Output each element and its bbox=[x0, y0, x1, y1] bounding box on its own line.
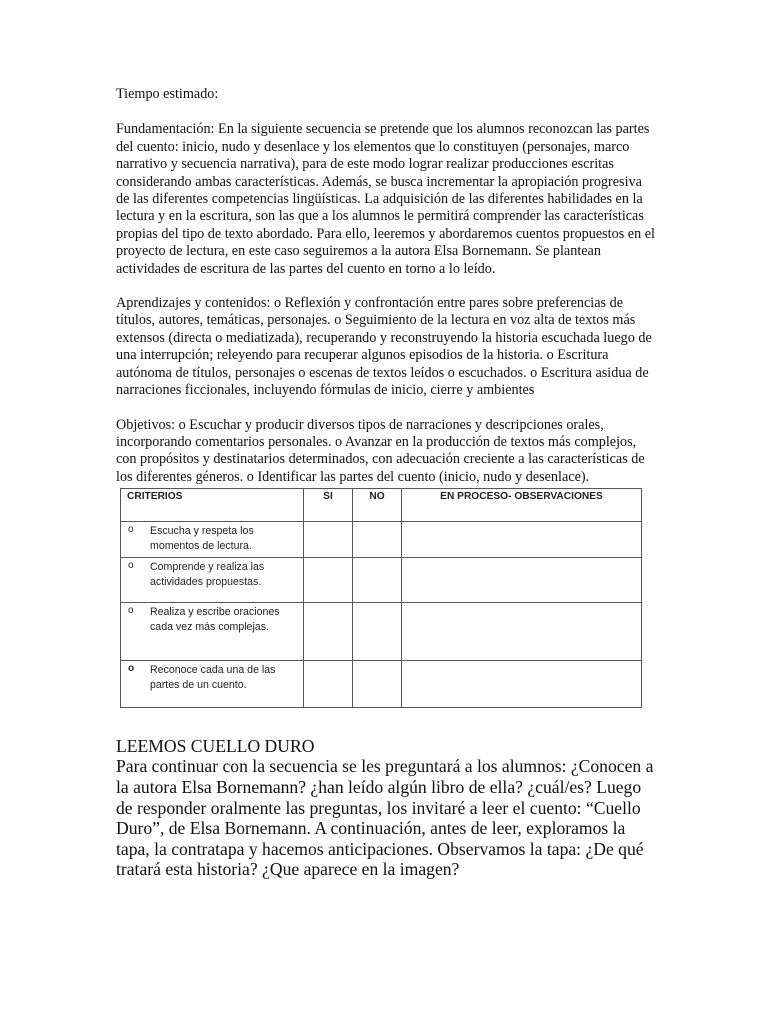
header-si: SI bbox=[304, 489, 353, 522]
observaciones-cell bbox=[402, 602, 642, 660]
bullet-icon: o bbox=[128, 662, 135, 674]
no-cell bbox=[353, 602, 402, 660]
criterio-cell bbox=[121, 557, 304, 602]
leemos-body: Para continuar con la secuencia se les preguntará a los alumnos: ¿Conocen a la autora Elsa Bornemann? ¿han leído algún libro de ella? ¿cuál/es? Luego de responder oralmente las preguntas, los invitaré a leer el cuento: “Cuello Duro”, de Elsa Bornemann. A continuación, antes de leer, exploramos la tapa, la contratapa y hacemos anticipaciones. Observamos la tapa: ¿De qué tratará esta historia? ¿Que aparece en la imagen? bbox=[116, 756, 654, 880]
leemos-section bbox=[116, 736, 656, 880]
fundamentacion-paragraph: Fundamentación: En la siguiente secuencia se pretende que los alumnos reconozcan las partes del cuento: inicio, nudo y desenlace y los elementos que lo constituyen (personajes, marco narrativo y secuencia narrativa), para de este modo lograr realizar producciones escritas considerando ambas características. Además, se busca incrementar la apropiación progresiva de las diferentes competencias lingüísticas. La adquisición de las diferentes habilidades en la lectura y en la escritura, son las que a los alumnos le permitirá comprender las características propias del tipo de texto abordado. Para ello, leeremos y abordaremos cuentos propuestos en el proyecto de lectura, en este caso seguiremos a la autora Elsa Bornemann. Se plantean actividades de escritura de las partes del cuento en torno a lo leído. bbox=[116, 121, 655, 277]
no-cell bbox=[353, 660, 402, 707]
objetivos-paragraph: Objetivos: o Escuchar y producir diversos tipos de narraciones y descripciones orales, incorporando comentarios personales. o Avanzar en la producción de textos más complejos, con propósitos y destinatarios determinados, con adecuación creciente a las características de los diferentes géneros. o Identificar las partes del cuento (inicio, nudo y desenlace). bbox=[116, 416, 645, 485]
bullet-icon: o bbox=[128, 559, 134, 571]
bullet-icon: o bbox=[128, 604, 134, 616]
criterio-text: Reconoce cada una de las partes de un cuento. bbox=[150, 663, 276, 691]
header-criterios: CRITERIOS bbox=[121, 489, 304, 522]
criteria-table bbox=[120, 488, 642, 708]
si-cell bbox=[304, 522, 353, 558]
document-page bbox=[116, 86, 656, 880]
aprendizajes-paragraph: Aprendizajes y contenidos: o Reflexión y confrontación entre pares sobre preferencias de títulos, autores, temáticas, personajes. o Seguimiento de la lectura en voz alta de textos más extensos (directa o mediatizada), recuperando y reconstruyendo la historia escuchada luego de una interrupción; releyendo para recuperar algunos episodios de la historia. o Escritura autónoma de títulos, personajes o escenas de textos leídos o escuchados. o Escritura asidua de narraciones ficcionales, incluyendo fórmulas de inicio, cierre y ambientes bbox=[116, 295, 652, 399]
criterio-text: Comprende y realiza las actividades propuestas. bbox=[150, 560, 265, 588]
table-row bbox=[121, 557, 642, 602]
si-cell bbox=[304, 602, 353, 660]
si-cell bbox=[304, 557, 353, 602]
no-cell bbox=[353, 557, 402, 602]
header-observaciones: EN PROCESO- OBSERVACIONES bbox=[402, 489, 642, 522]
observaciones-cell bbox=[402, 557, 642, 602]
si-cell bbox=[304, 660, 353, 707]
tiempo-estimado: Tiempo estimado: bbox=[116, 86, 219, 102]
header-no: NO bbox=[353, 489, 402, 522]
criteria-table-wrapper bbox=[120, 488, 642, 708]
criterio-cell bbox=[121, 660, 304, 707]
observaciones-cell bbox=[402, 522, 642, 558]
no-cell bbox=[353, 522, 402, 558]
leemos-title: LEEMOS CUELLO DURO bbox=[116, 735, 315, 756]
table-row bbox=[121, 522, 642, 558]
table-row bbox=[121, 660, 642, 707]
table-row bbox=[121, 602, 642, 660]
criterio-cell bbox=[121, 602, 304, 660]
bullet-icon: o bbox=[128, 524, 134, 536]
table-header-row bbox=[121, 489, 642, 522]
observaciones-cell bbox=[402, 660, 642, 707]
criterio-text: Escucha y respeta los momentos de lectura. bbox=[150, 525, 254, 552]
criterio-cell bbox=[121, 522, 304, 558]
criterio-text: Realiza y escribe oraciones cada vez más complejas. bbox=[150, 605, 280, 633]
